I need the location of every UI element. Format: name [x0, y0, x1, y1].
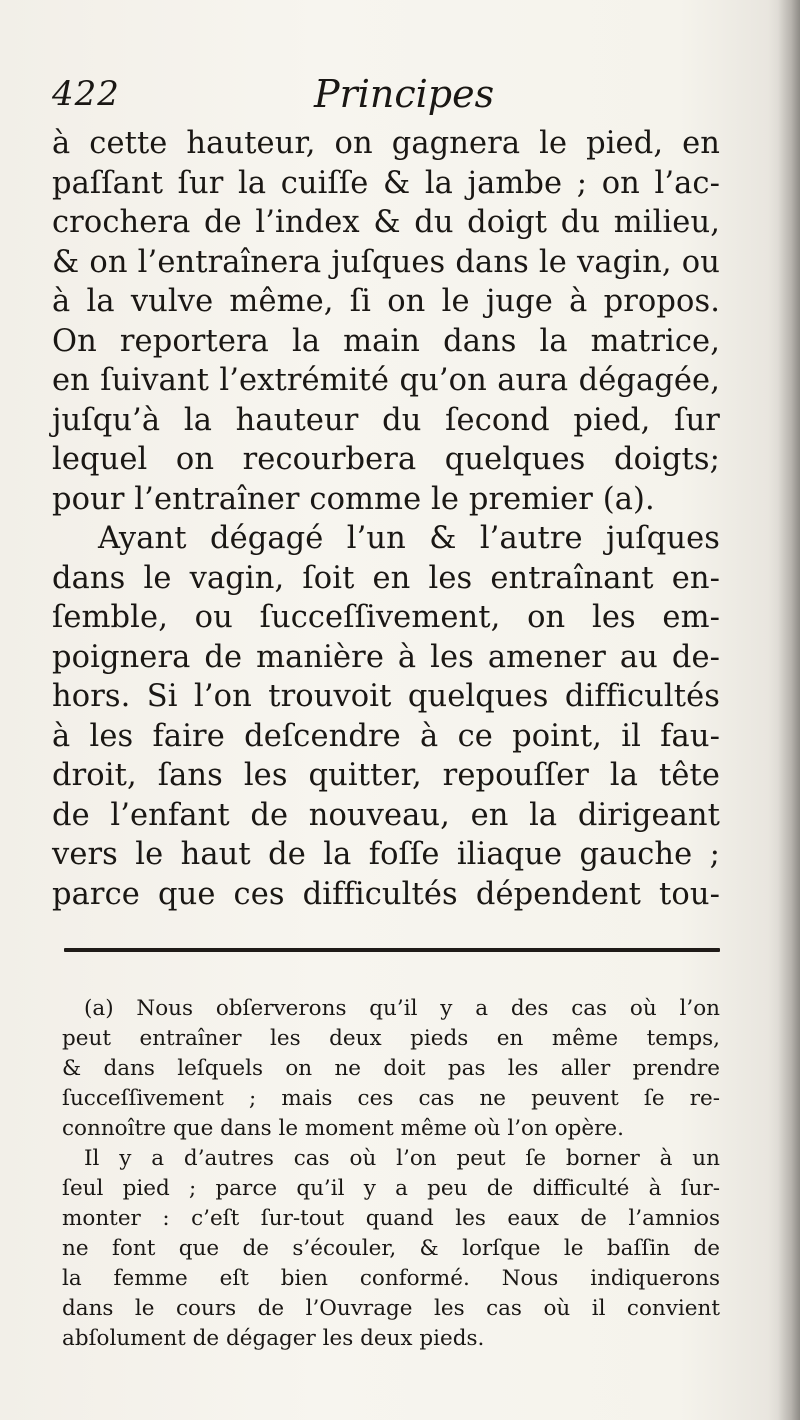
footnote-separator-rule: [64, 948, 720, 952]
text-line: & on l’entraînera juſques dans le vagin, ou: [52, 244, 720, 280]
paragraph-start-line: Ayant dégagé l’un & l’autre juſques: [98, 521, 720, 556]
footnote: [62, 994, 720, 1354]
running-title: Principes: [314, 72, 495, 116]
footnote-line: peut entraîner les deux pieds en même temps,: [62, 1026, 720, 1051]
text-line: dans le vagin, ſoit en les entraînant en-: [52, 560, 720, 596]
text-line: lequel on recourbera quelques doigts;: [52, 442, 720, 477]
text-line: On reportera la main dans la matrice,: [52, 323, 720, 359]
page-number: 422: [52, 74, 120, 114]
text-line: droit, ſans les quitter, repouſſer la tête: [52, 758, 720, 793]
text-line: poignera de manière à les amener au de-: [52, 639, 720, 675]
footnote-line: ne font que de s’écouler, & lorſque le baſſin de: [62, 1236, 720, 1261]
footnote-line: dans le cours de l’Ouvrage les cas où il convient: [62, 1296, 720, 1321]
text-line: à cette hauteur, on gagnera le pied, en: [52, 126, 720, 161]
text-line: crochera de l’index & du doigt du milieu,: [52, 205, 720, 240]
text-line: juſqu’à la hauteur du ſecond pied, ſur: [52, 402, 720, 438]
footnote-line: abſolument de dégager les deux pieds.: [62, 1326, 485, 1351]
text-line: pour l’entraîner comme le premier (a).: [52, 481, 655, 517]
footnote-line: ſeul pied ; parce qu’il y a peu de difficulté à ſur-: [62, 1176, 720, 1201]
text-line: paſſant ſur la cuiſſe & la jambe ; on l’ac-: [52, 165, 720, 201]
footnote-line: Il y a d’autres cas où l’on peut ſe borner à un: [84, 1146, 720, 1171]
footnote-line: monter : c’eſt ſur-tout quand les eaux de l’amnios: [62, 1206, 720, 1231]
text-line: à la vulve même, ſi on le juge à propos.: [52, 284, 720, 319]
text-line: parce que ces difficultés dépendent tou-: [52, 876, 720, 912]
footnote-line: & dans leſquels on ne doit pas les aller prendre: [62, 1056, 720, 1081]
text-line: hors. Si l’on trouvoit quelques difficultés: [52, 679, 720, 714]
footnote-line: ſucceſſivement ; mais ces cas ne peuvent ſe re-: [62, 1086, 720, 1111]
text-line: ſemble, ou ſucceſſivement, on les em-: [52, 600, 720, 635]
page-binding-shadow: [778, 0, 800, 1420]
text-line: vers le haut de la foſſe iliaque gauche ;: [52, 837, 720, 872]
footnote-line: (a) Nous obſerverons qu’il y a des cas où l’on: [84, 996, 720, 1021]
footnote-line: la femme eſt bien conformé. Nous indiquerons: [62, 1266, 720, 1291]
text-line: de l’enfant de nouveau, en la dirigeant: [52, 797, 720, 833]
main-text: [52, 124, 720, 914]
running-head: [52, 72, 720, 118]
footnote-line: connoître que dans le moment même où l’on opère.: [62, 1116, 624, 1141]
text-line: en ſuivant l’extrémité qu’on aura dégagée,: [52, 363, 720, 398]
text-line: à les faire deſcendre à ce point, il fau-: [52, 718, 720, 754]
